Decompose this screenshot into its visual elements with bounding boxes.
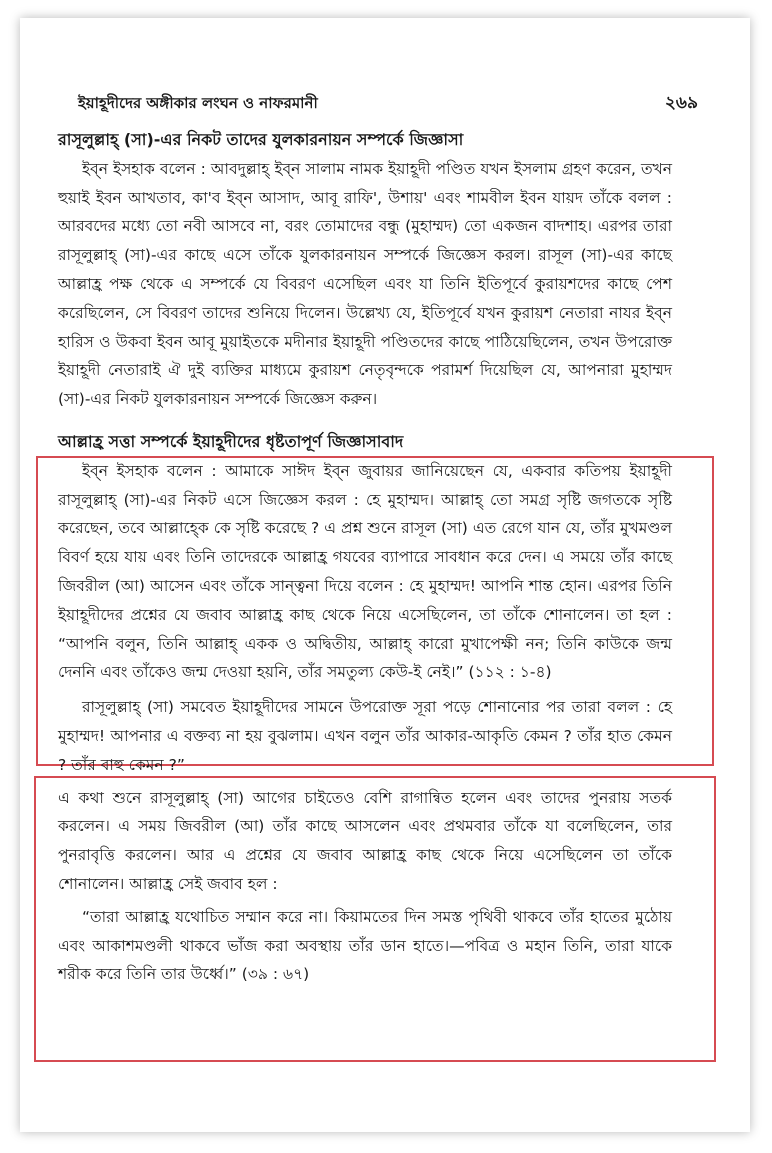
followup-paragraph-1: রাসূলুল্লাহ্ (সা) সমবেত ইয়াহূদীদের সামনে উপরোক্ত সূরা পড়ে শোনানোর পর তারা বলল : হে মুহাম্মদ! আপনার এ বক্তব্য না হয় বুঝলাম। এখন বলুন তাঁর আকার-আকৃতি কেমন ? তাঁর হাত কেমন ? তাঁর বাহু কেমন ?” — [58, 698, 672, 774]
section-allah-question — [58, 428, 672, 687]
page-body — [58, 126, 672, 989]
followup-paragraph-2: এ কথা শুনে রাসূলুল্লাহ্ (সা) আগের চাইতেও বেশি রাগান্বিত হলেন এবং তাদের পুনরায় সতর্ক করলেন। এ সময় জিবরীল (আ) তাঁর কাছে আসলেন এবং প্রথমবার তাঁকে যা বলেছিলেন, তার পুনরাবৃত্তি করলেন। আর এ প্রশ্নের যে জবাব আল্লাহ্র কাছ থেকে নিয়ে এসেছিলেন তা তাঁকে শোনালেন। আল্লাহ্র সেই জবাব হল : — [58, 788, 672, 893]
section-followup — [58, 693, 672, 989]
section-heading: আল্লাহ্র সত্তা সম্পর্কে ইয়াহূদীদের ধৃষ্টতাপূর্ণ জিজ্ঞাসাবাদ — [58, 431, 404, 451]
quran-quote: “তারা আল্লাহ্র যথোচিত সম্মান করে না। কিয়ামতের দিন সমস্ত পৃথিবী থাকবে তাঁর হাতের মুঠোয় এবং আকাশমণ্ডলী থাকবে ভাঁজ করা অবস্থায় তাঁর ডান হাতে।—পবিত্র ও মহান তিনি, তারা যাকে শরীক করে তিনি তার উর্ধ্বে।” (৩৯ : ৬৭) — [58, 907, 672, 984]
section-paragraph: ইব্ন ইসহাক বলেন : আমাকে সাঈদ ইব্ন জুবায়র জানিয়েছেন যে, একবার কতিপয় ইয়াহূদী রাসূলুল্লাহ্ (সা)-এর নিকট এসে জিজ্ঞেস করল : হে মুহাম্মদ। আল্লাহ্ তো সমগ্র সৃষ্টি জগতকে সৃষ্টি করেছেন, তবে আল্লাহ্কে কে সৃষ্টি করেছে ? এ প্রশ্ন শুনে রাসূল (সা) এত রেগে যান যে, তাঁর মুখমণ্ডল বিবর্ণ হয়ে যায় এবং তিনি তাদেরকে আল্লাহ্র গযবের ব্যাপারে সাবধান করে দেন। এ সময়ে তাঁর কাছে জিবরীল (আ) আসেন এবং তাঁকে সান্ত্বনা দিয়ে বলেন : হে মুহাম্মদ! আপনি শান্ত হোন। এরপর তিনি ইয়াহূদীদের প্রশ্নের যে জবাব আল্লাহ্র কাছ থেকে নিয়ে এসেছিলেন, তা তাঁকে শোনালেন। তা হল : “আপনি বলুন, তিনি আল্লাহ্ একক ও অদ্বিতীয়, আল্লাহ্ কারো মুখাপেক্ষী নন; তিনি কাউকে জন্ম দেননি এবং তাঁকেও জন্ম দেওয়া হয়নি, তাঁর সমতুল্য কেউ-ই নেই।” (১১২ : ১-৪) — [58, 461, 672, 682]
section-paragraph: ইব্ন ইসহাক বলেন : আবদুল্লাহ্ ইব্ন সালাম নামক ইয়াহূদী পণ্ডিত যখন ইসলাম গ্রহণ করেন, তখন হুয়াই ইবন আখতাব, কা'ব ইব্ন আসাদ, আবূ রাফি', উশায়' এবং শামবীল ইবন যায়দ তাঁকে বলল : আরবদের মধ্যে তো নবী আসবে না, বরং তোমাদের বন্ধু (মুহাম্মদ) তো একজন বাদশাহ। এরপর তারা রাসূলুল্লাহ্ (সা)-এর কাছে এসে তাঁকে যুলকারনায়ন সম্পর্কে জিজ্ঞেস করল। রাসূল (সা)-এর কাছে আল্লাহ্র পক্ষ থেকে এ সম্পর্কে যে বিবরণ এসেছিল এবং যা তিনি ইতিপূর্বে কুরায়শদের কাছে পেশ করেছিলেন, সে বিবরণ তাদের শুনিয়ে দিলেন। উল্লেখ্য যে, ইতিপূর্বে যখন কুরায়শ নেতারা নাযর ইব্ন হারিস ও উকবা ইবন আবূ মুয়াইতকে মদীনার ইয়াহূদী পণ্ডিতদের কাছে পাঠিয়েছিলেন, তখন উপরোক্ত ইয়াহূদী নেতারাই ঐ দুই ব্যক্তির মাধ্যমে কুরায়শ নেতৃবৃন্দকে পরামর্শ দিয়েছিল যে, আপনারা মুহাম্মদ (সা)-এর নিকট যুলকারনায়ন সম্পর্কে জিজ্ঞেস করুন। — [58, 159, 672, 409]
section-zulqarnayn — [58, 126, 672, 414]
page-number: ২৬৯ — [664, 93, 698, 113]
section-heading: রাসূলুল্লাহ্ (সা)-এর নিকট তাদের যুলকারনায়ন সম্পর্কে জিজ্ঞাসা — [58, 130, 464, 149]
running-title: ইয়াহূদীদের অঙ্গীকার লংঘন ও নাফরমানী — [78, 94, 318, 112]
